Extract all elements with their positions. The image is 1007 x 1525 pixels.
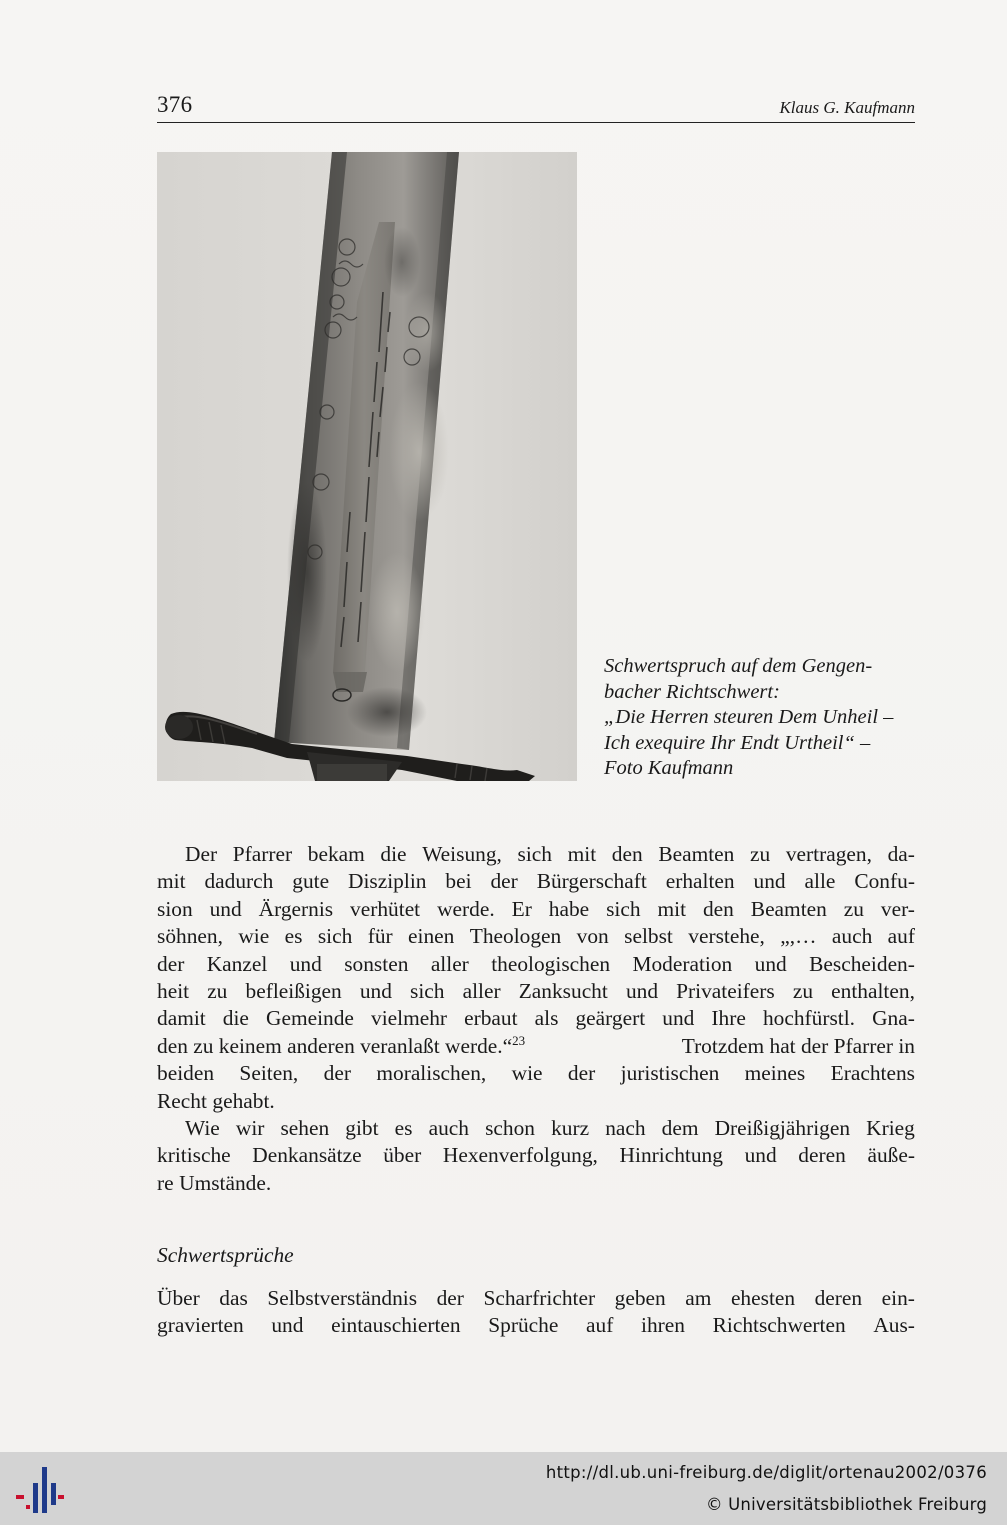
word: für xyxy=(367,924,393,949)
figure-caption xyxy=(604,654,944,782)
word: Gna- xyxy=(872,1006,915,1031)
word: Disziplin xyxy=(348,869,427,894)
word: sonsten xyxy=(344,951,409,976)
word: enthalten, xyxy=(831,978,915,1003)
word: aller xyxy=(430,951,469,976)
word: befleißigen xyxy=(245,978,342,1003)
word: ehesten xyxy=(730,1286,796,1310)
word: Richtschwerten xyxy=(712,1313,846,1338)
word: die xyxy=(222,1006,249,1031)
word: und xyxy=(625,978,659,1003)
running-author: Klaus G. Kaufmann xyxy=(779,98,915,117)
word: mit xyxy=(157,869,186,894)
word: Erachtens xyxy=(830,1061,915,1086)
text-line xyxy=(157,868,915,895)
word: kurz xyxy=(551,1115,590,1140)
word: „,… xyxy=(780,924,817,949)
word: und xyxy=(289,951,322,976)
word: Hexenverfolgung, xyxy=(442,1143,598,1168)
text-line-with-footnote xyxy=(157,1033,915,1060)
word: moralischen, xyxy=(376,1061,487,1086)
word: söhnen, xyxy=(157,924,223,949)
text-line xyxy=(157,1170,915,1197)
word: Moderation xyxy=(632,951,733,976)
word: den xyxy=(611,842,643,866)
word: ein- xyxy=(881,1286,915,1310)
word: der xyxy=(323,1061,351,1086)
word: hochfürstl. xyxy=(762,1006,856,1031)
word: gehabt. xyxy=(212,1088,275,1113)
word: zu xyxy=(207,978,228,1003)
word: habe xyxy=(548,896,590,921)
word: und xyxy=(271,1313,304,1338)
word: wie xyxy=(511,1061,543,1086)
word: und xyxy=(359,978,392,1003)
word: wir xyxy=(235,1115,265,1140)
permalink-link[interactable]: http://dl.ub.uni-freiburg.de/diglit/ortenau2002/0376 xyxy=(545,1463,987,1482)
word: Denkansätze xyxy=(252,1143,362,1168)
word: auch xyxy=(428,1115,469,1140)
text-line xyxy=(157,841,915,868)
word: alle xyxy=(804,869,836,894)
word: das xyxy=(219,1286,248,1310)
word: eintauschierten xyxy=(331,1313,461,1338)
word: heit xyxy=(157,978,190,1003)
text-line xyxy=(157,1142,915,1169)
word: und xyxy=(744,1143,777,1168)
word: die xyxy=(380,842,407,866)
word: sich xyxy=(517,842,552,866)
caption-line: „Die Herren steuren Dem Unheil – xyxy=(604,706,894,728)
word: es xyxy=(284,924,303,949)
caption-line: Foto Kaufmann xyxy=(604,757,734,779)
word: Selbstverständnis xyxy=(267,1286,418,1310)
text-line xyxy=(157,1312,915,1339)
word: Gemeinde xyxy=(266,1006,354,1031)
word: aller xyxy=(462,978,501,1003)
word: verstehe, xyxy=(688,924,765,949)
word: Beamten xyxy=(658,842,735,866)
word: verhütet xyxy=(350,896,421,921)
body-paragraphs xyxy=(157,841,915,1197)
word: Confu- xyxy=(854,869,915,894)
word: zu xyxy=(750,842,771,866)
word: Pfarrer xyxy=(232,842,293,866)
word: werde. xyxy=(437,896,495,921)
text-segment: Trotzdem hat der Pfarrer in xyxy=(681,1033,915,1058)
word: sich xyxy=(317,924,353,949)
word: da- xyxy=(887,842,915,866)
word: nach xyxy=(605,1115,646,1140)
word: erhalten xyxy=(665,869,735,894)
word: Privateifers xyxy=(676,978,775,1003)
word: geben xyxy=(614,1286,666,1310)
word: sehen xyxy=(280,1115,330,1140)
text-line xyxy=(157,1005,915,1032)
word: wie xyxy=(238,924,270,949)
text-line xyxy=(157,923,915,950)
word: ihren xyxy=(641,1313,685,1338)
word: Über xyxy=(157,1286,200,1310)
word: Sprüche xyxy=(488,1313,559,1338)
word: auch xyxy=(831,924,873,949)
word: und xyxy=(753,869,786,894)
word: re xyxy=(157,1170,174,1195)
word: kritische xyxy=(157,1143,231,1168)
word: Wie xyxy=(185,1115,220,1140)
word: es xyxy=(394,1115,413,1140)
word: und xyxy=(662,1006,695,1031)
word: erbaut xyxy=(464,1006,518,1031)
word: auf xyxy=(586,1313,614,1338)
caption-line: Ich exequire Ihr Endt Urtheil“ – xyxy=(604,731,871,754)
word: einen xyxy=(408,924,455,949)
word: und xyxy=(754,951,787,976)
word: Er xyxy=(511,896,532,921)
word: Seiten, xyxy=(239,1061,299,1086)
word: der xyxy=(567,1061,596,1086)
word: äuße- xyxy=(867,1143,915,1168)
word: der xyxy=(490,869,518,894)
word: Krieg xyxy=(866,1115,915,1140)
word: Hinrichtung xyxy=(619,1143,723,1168)
word: mit xyxy=(567,842,597,866)
word: selbst xyxy=(624,924,673,949)
word: zu xyxy=(792,978,814,1003)
word: deren xyxy=(798,1143,846,1168)
text-line xyxy=(157,1088,915,1115)
word: vertragen, xyxy=(785,842,872,866)
word: gravierten xyxy=(157,1313,244,1338)
word: am xyxy=(685,1286,712,1310)
word: Bürgerschaft xyxy=(536,869,647,894)
text-line xyxy=(157,951,915,978)
running-head xyxy=(157,88,915,123)
text-line xyxy=(157,978,915,1005)
text-segment xyxy=(157,1033,525,1060)
ub-freiburg-logo-icon[interactable] xyxy=(14,1465,64,1515)
word: Kanzel xyxy=(206,951,268,976)
section-heading: Schwertsprüche xyxy=(157,1243,294,1267)
word: Aus- xyxy=(873,1313,915,1338)
word: Dreißigjährigen xyxy=(714,1115,851,1140)
body-paragraph-3 xyxy=(157,1285,915,1340)
copyright-notice: © Universitätsbibliothek Freiburg xyxy=(705,1495,987,1514)
word: dem xyxy=(661,1115,699,1140)
sword-photo xyxy=(157,152,577,781)
word: Recht xyxy=(157,1088,207,1113)
text-line xyxy=(157,1115,915,1142)
word: auf xyxy=(887,924,915,949)
word: Bescheiden- xyxy=(809,951,915,976)
word: geärgert xyxy=(575,1006,646,1031)
word: dadurch xyxy=(204,869,274,894)
word: Ärgernis xyxy=(258,896,334,921)
word: juristischen xyxy=(620,1061,720,1086)
word: der xyxy=(436,1286,464,1310)
text-span: den zu keinem anderen veranlaßt werde.“ xyxy=(157,1033,513,1058)
word: zu xyxy=(843,896,864,921)
library-footer xyxy=(0,1452,1007,1525)
word: gibt xyxy=(345,1115,379,1140)
word: deren xyxy=(814,1286,863,1310)
word: bei xyxy=(445,869,472,894)
word: sich xyxy=(606,896,641,921)
word: Der xyxy=(185,842,218,866)
word: vielmehr xyxy=(371,1006,448,1031)
word: Beamten xyxy=(750,896,827,921)
word: Weisung, xyxy=(422,842,502,866)
word: den xyxy=(702,896,734,921)
word: damit xyxy=(157,1006,206,1031)
word: mit xyxy=(657,896,687,921)
text-line xyxy=(157,1285,915,1312)
text-line xyxy=(157,1060,915,1087)
word: bekam xyxy=(307,842,365,866)
page-number: 376 xyxy=(157,92,193,117)
word: als xyxy=(534,1006,559,1031)
word: Scharfrichter xyxy=(483,1286,596,1310)
caption-line: Schwertspruch auf dem Gengen- xyxy=(604,655,873,677)
word: Zanksucht xyxy=(518,978,608,1003)
text-line xyxy=(157,896,915,923)
word: der xyxy=(157,951,185,976)
word: von xyxy=(576,924,609,949)
word: sion xyxy=(157,896,193,921)
sword-photo-icon xyxy=(157,152,577,781)
word: Ihre xyxy=(711,1006,746,1031)
word: beiden xyxy=(157,1061,215,1086)
caption-line: bacher Richtschwert: xyxy=(604,680,780,703)
word: Umstände. xyxy=(179,1170,272,1195)
word: gute xyxy=(292,869,330,894)
word: Theologen xyxy=(469,924,562,949)
word: ver- xyxy=(880,896,915,921)
word: sich xyxy=(410,978,445,1003)
word: und xyxy=(209,896,242,921)
word: meines xyxy=(744,1061,806,1086)
word: schon xyxy=(485,1115,535,1140)
word: über xyxy=(383,1143,422,1168)
footnote-reference[interactable]: 23 xyxy=(512,1032,526,1048)
word: theologischen xyxy=(491,951,611,976)
